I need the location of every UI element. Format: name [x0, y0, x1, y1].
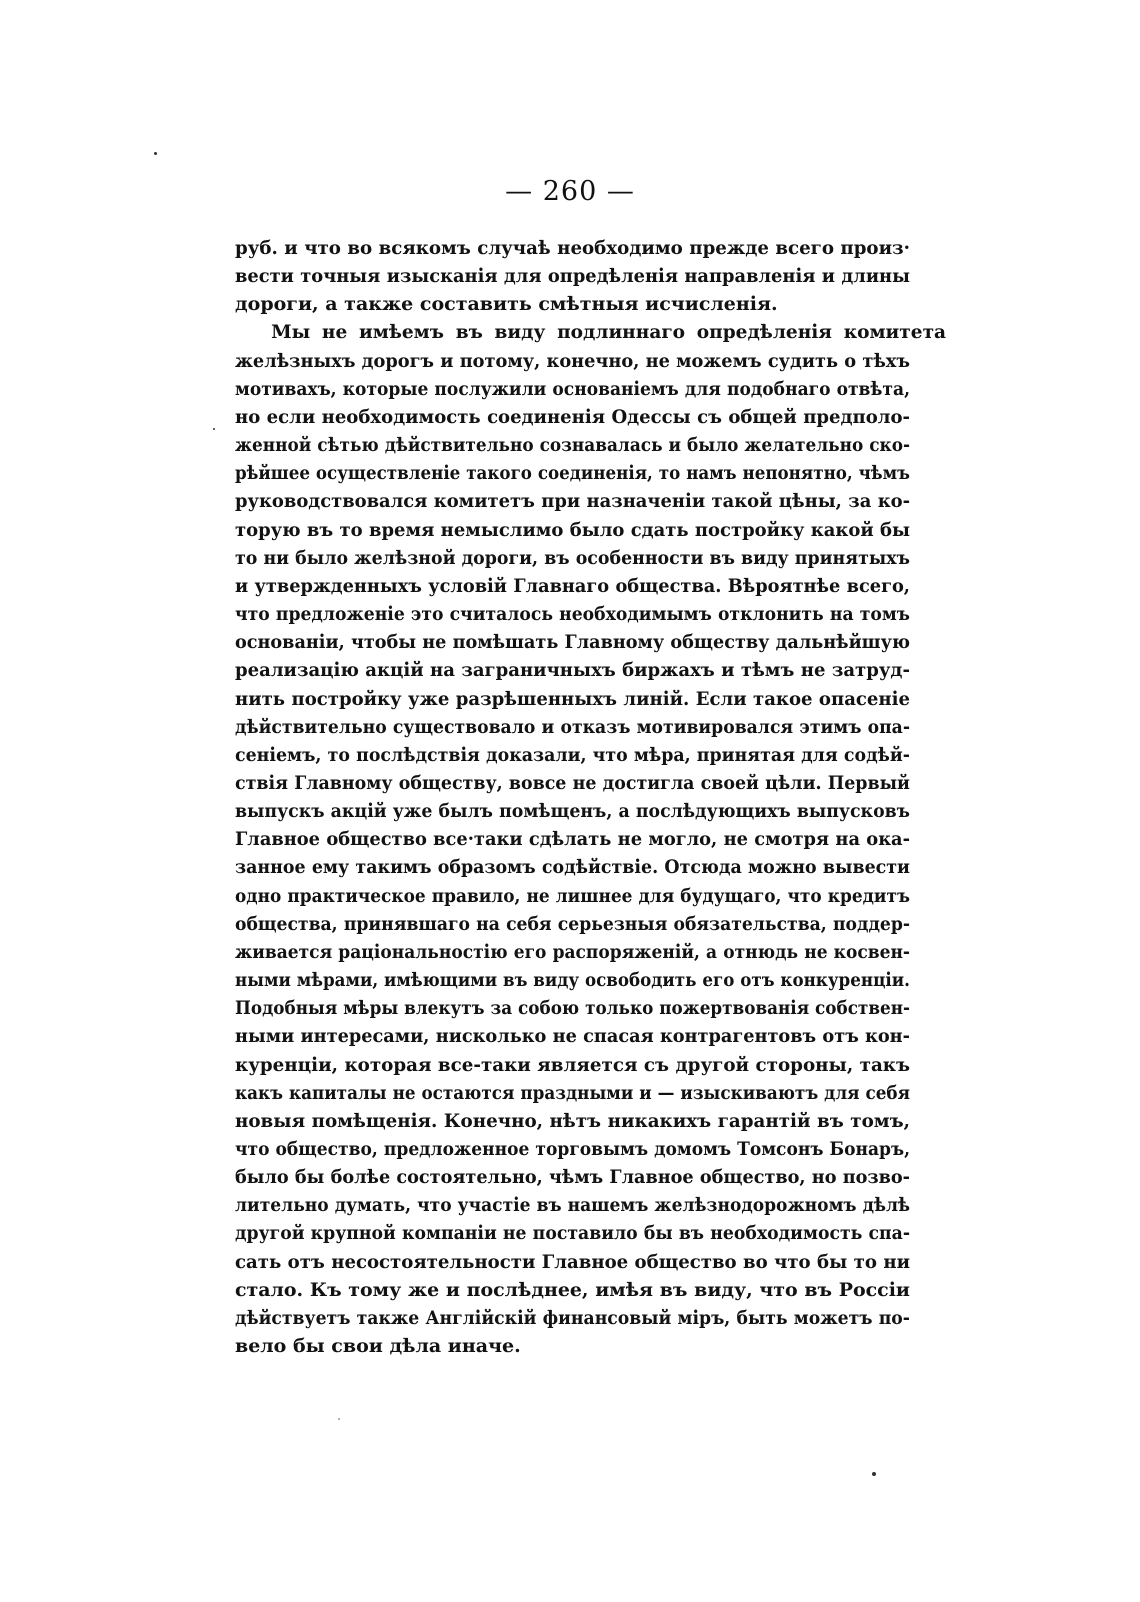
text-line: занное ему такимъ образомъ содѣйствіе. Отсюда можно вывести — [235, 856, 910, 879]
text-line: живается раціональностію его распоряженій, а отнюдь не косвен- — [235, 940, 911, 963]
text-line: основаніи, чтобы не помѣшать Главному обществу дальнѣйшую — [235, 631, 911, 654]
text-line: рѣйшее осуществленіе такого соединенія, то намъ непонятно, чѣмъ — [235, 462, 910, 485]
text-line: Главное общество все·таки сдѣлать не могло, не смотря на ока- — [235, 828, 910, 851]
text-line: ными интересами, нисколько не спасая контрагентовъ отъ кон- — [235, 1025, 910, 1048]
body-text — [235, 234, 947, 1360]
scan-speck — [154, 152, 157, 155]
text-line: но если необходимость соединенія Одессы съ общей предполо- — [235, 405, 910, 428]
scan-speck — [213, 428, 215, 430]
text-line: что предложеніе это считалось необходимымъ отклонить на томъ — [235, 603, 910, 626]
text-line: руководствовался комитетъ при назначеніи такой цѣны, за ко- — [235, 490, 911, 513]
text-line: желѣзныхъ дорогъ и потому, конечно, не можемъ судить о тѣхъ — [235, 349, 910, 372]
text-line: одно практическое правило, не лишнее для будущаго, что кредитъ — [235, 884, 910, 907]
paragraph-1 — [235, 234, 910, 318]
text-line: сеніемъ, то послѣдствія доказали, что мѣра, принятая для содѣй- — [235, 743, 910, 766]
text-line: куренціи, которая все-таки является съ другой стороны, такъ — [235, 1053, 911, 1076]
text-line: общества, принявшаго на себя серьезныя обязательства, поддер- — [235, 912, 910, 935]
text-line: реализацію акцій на заграничныхъ биржахъ и тѣмъ не затруд- — [235, 659, 910, 682]
text-line: вести точныя изысканія для опредѣленія направленія и длины — [235, 265, 910, 288]
text-line: новыя помѣщенія. Конечно, нѣтъ никакихъ гарантій въ томъ, — [235, 1109, 911, 1132]
text-line: торую въ то время немыслимо было сдать постройку какой бы — [235, 518, 910, 541]
text-line: дороги, а также составить смѣтныя исчисленія. — [235, 293, 778, 316]
text-line: Мы не имѣемъ въ виду подлиннаго опредѣленія комитета — [271, 321, 947, 344]
text-line: и утвержденныхъ условій Главнаго общества. Вѣроятнѣе всего, — [235, 574, 910, 597]
text-line: руб. и что во всякомъ случаѣ необходимо прежде всего произ· — [235, 237, 910, 259]
text-line: Подобныя мѣры влекутъ за собою только пожертвованія собствен- — [235, 997, 910, 1020]
text-line: что общество, предложенное торговымъ домомъ Томсонъ Бонаръ, — [235, 1138, 911, 1160]
text-line: было бы болѣе состоятельно, чѣмъ Главное общество, но позво- — [235, 1166, 911, 1189]
text-line: вело бы свои дѣла иначе. — [235, 1335, 521, 1358]
text-line: мотивахъ, которые послужили основаніемъ для подобнаго отвѣта, — [235, 377, 911, 400]
text-line: дѣйствуетъ также Англійскій финансовый міръ, быть можетъ по- — [235, 1306, 910, 1329]
text-line: другой крупной компаніи не поставило бы въ необходимость спа- — [235, 1222, 911, 1245]
paragraph-2 — [235, 318, 947, 1360]
scan-speck — [872, 1472, 876, 1476]
text-line: ными мѣрами, имѣющими въ виду освободить его отъ конкуренціи. — [235, 969, 910, 992]
text-line: нить постройку уже разрѣшенныхъ линій. Если такое опасеніе — [235, 687, 910, 710]
text-line: дѣйствительно существовало и отказъ мотивировался этимъ опа- — [235, 715, 910, 738]
text-line: какъ капиталы не остаются праздными и — изыскиваютъ для себя — [235, 1081, 911, 1104]
scan-speck — [338, 1418, 340, 1420]
text-line: выпускъ акцій уже былъ помѣщенъ, а послѣдующихъ выпусковъ — [235, 800, 910, 823]
text-line: стало. Къ тому же и послѣднее, имѣя въ виду, что въ Россіи — [235, 1278, 910, 1301]
page-number: — 260 — — [505, 176, 635, 207]
text-line: сать отъ несостоятельности Главное общество во что бы то ни — [235, 1250, 911, 1273]
text-line: ствія Главному обществу, вовсе не достигла своей цѣли. Первый — [235, 771, 910, 794]
text-line: женной сѣтью дѣйствительно сознавалась и было желательно ско- — [235, 434, 911, 457]
text-line: лительно думать, что участіе въ нашемъ желѣзнодорожномъ дѣлѣ — [235, 1194, 911, 1217]
text-line: то ни было желѣзной дороги, въ особенности въ виду принятыхъ — [235, 546, 910, 569]
